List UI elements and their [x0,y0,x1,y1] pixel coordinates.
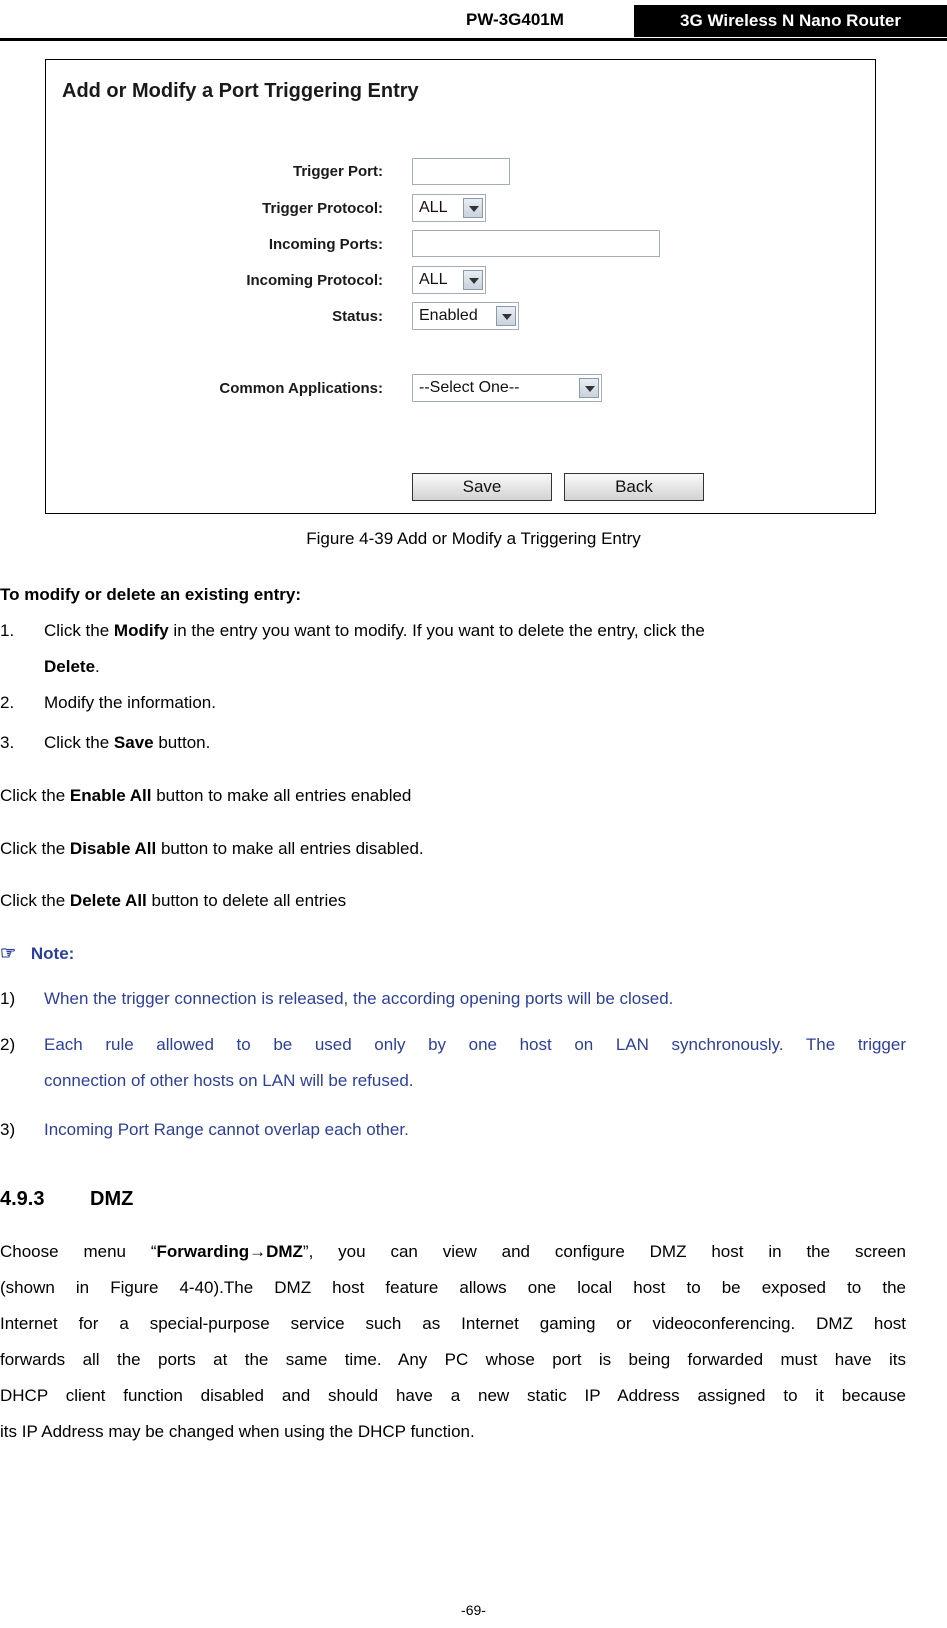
product-name: 3G Wireless N Nano Router [634,5,947,37]
save-button[interactable]: Save [412,473,552,501]
status-label: Status: [332,308,383,325]
step-3-text [44,733,210,753]
text: Click the [0,891,70,910]
dmz-paragraph-line: forwards all the ports at the same time. Any PC whose port is being forwarded must have its [0,1350,906,1369]
text: button to delete all entries [146,891,347,910]
text: in the entry you want to modify. If you want to delete the entry, click the [168,621,705,640]
disable-all-line [0,839,424,859]
back-button[interactable]: Back [564,473,704,501]
trigger-port-label: Trigger Port: [292,163,383,180]
common-applications-value: --Select One-- [419,379,520,396]
common-applications-select[interactable] [412,374,602,402]
step-number: 3. [0,733,15,752]
trigger-protocol-label: Trigger Protocol: [262,200,383,217]
header-rule [0,38,947,41]
step-number: 2. [0,693,15,712]
trigger-port-input[interactable] [412,158,510,185]
section-number: 4.9.3 [0,1188,45,1210]
text: Click the [0,839,70,858]
bold-term: Enable All [69,786,152,805]
incoming-protocol-value: ALL [419,271,448,288]
form-title: Add or Modify a Port Triggering Entry [62,80,419,102]
note-2-text: Each rule allowed to be used only by one host on LAN synchronously. The trigger [44,1035,906,1054]
dmz-paragraph-line: Internet for a special-purpose service such as Internet gaming or videoconferencing. DMZ host [0,1314,906,1333]
incoming-ports-label: Incoming Ports: [268,236,383,253]
trigger-protocol-value: ALL [419,199,448,216]
note-label: Note: [30,944,75,963]
page-header [0,0,947,42]
bold-term: Modify [113,621,169,640]
text: Click the [44,621,114,640]
note-2-continuation: connection of other hosts on LAN will be refused. [44,1071,414,1090]
common-applications-label: Common Applications: [219,380,383,397]
dmz-paragraph-line: its IP Address may be changed when using the DHCP function. [0,1422,475,1441]
text: ”, you can view and configure DMZ host in the screen [302,1242,906,1261]
status-value: Enabled [419,307,478,324]
chevron-down-icon[interactable] [463,270,483,290]
dmz-paragraph-line: (shown in Figure 4-40).The DMZ host feature allows one local host to be exposed to the [0,1278,906,1297]
pointing-hand-icon: ☞ [0,943,17,963]
text: button to make all entries enabled [151,786,412,805]
note-number: 3) [0,1120,16,1139]
bold-term: Save [113,733,154,752]
note-number: 1) [0,989,16,1008]
dmz-paragraph-line: DHCP client function disabled and should have a new static IP Address assigned to it because [0,1386,906,1405]
bold-term: Disable All [69,839,157,858]
section-title: DMZ [90,1188,134,1210]
bold-term: Delete [44,657,96,676]
note-heading [0,943,74,964]
incoming-protocol-label: Incoming Protocol: [246,272,383,289]
status-select[interactable] [412,302,519,330]
port-triggering-form [45,59,876,514]
text: . [95,657,100,676]
incoming-protocol-select[interactable] [412,266,486,294]
bold-term: Delete All [69,891,147,910]
chevron-down-icon[interactable] [496,306,516,326]
arrow-icon: → [249,1242,267,1261]
incoming-ports-input[interactable] [412,230,660,257]
page-number: -69- [461,1602,486,1618]
step-1-continuation [44,657,100,677]
delete-all-line [0,891,346,911]
text: Choose menu “ [0,1242,157,1261]
note-3-text: Incoming Port Range cannot overlap each other. [44,1120,409,1139]
text: button to make all entries disabled. [156,839,424,858]
note-number: 2) [0,1035,16,1054]
step-2-text: Modify the information. [44,693,216,712]
note-1-text: When the trigger connection is released, the according opening ports will be closed. [44,989,674,1008]
model-name: PW-3G401M [466,10,564,29]
bold-term: DMZ [266,1242,303,1261]
section-heading: To modify or delete an existing entry: [0,585,302,604]
text: button. [153,733,211,752]
chevron-down-icon[interactable] [579,378,599,398]
bold-term: Forwarding [156,1242,250,1261]
step-number: 1. [0,621,15,640]
trigger-protocol-select[interactable] [412,194,486,222]
figure-caption: Figure 4-39 Add or Modify a Triggering Entry [306,529,641,548]
text: Click the [0,786,70,805]
step-1-text [44,621,914,641]
dmz-paragraph-line [0,1242,906,1262]
text: Click the [44,733,114,752]
enable-all-line [0,786,411,806]
chevron-down-icon[interactable] [463,198,483,218]
section-heading-dmz [0,1188,134,1211]
